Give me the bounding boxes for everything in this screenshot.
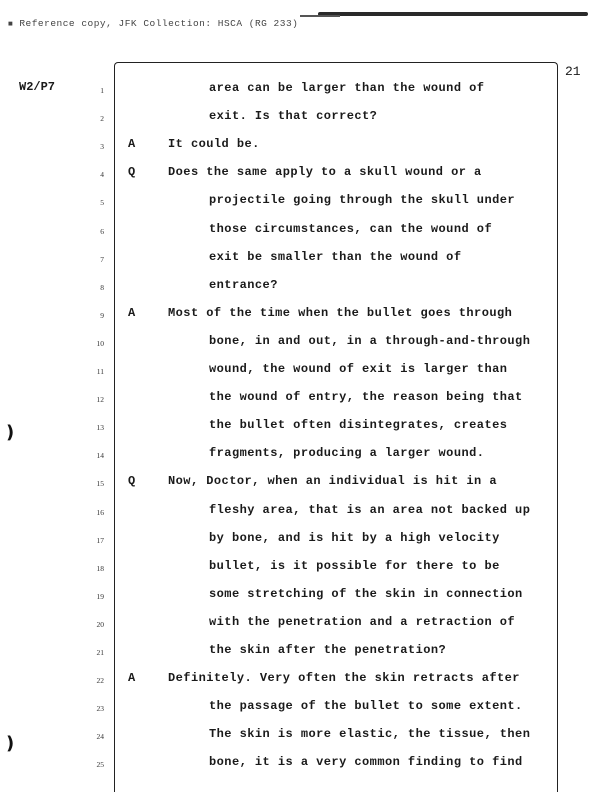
transcript-line xyxy=(0,698,612,726)
transcript-line xyxy=(0,670,612,698)
line-number: 2 xyxy=(100,114,104,124)
line-text: exit be smaller than the wound of xyxy=(209,249,462,264)
line-number: 1 xyxy=(100,86,104,95)
transcript-line xyxy=(0,642,612,670)
line-text: some stretching of the skin in connection xyxy=(209,586,523,601)
transcript-line xyxy=(0,614,612,642)
transcript-line xyxy=(0,445,612,473)
line-number: 18 xyxy=(96,563,104,573)
transcript-line xyxy=(0,164,612,192)
binder-hole-mark-icon: ) xyxy=(6,733,15,754)
line-text: the passage of the bullet to some extent. xyxy=(209,699,523,714)
reference-text: Reference copy, JFK Collection: HSCA (RG 233) xyxy=(19,18,299,29)
line-text: fragments, producing a larger wound. xyxy=(209,446,485,461)
line-text: bone, in and out, in a through-and-through xyxy=(209,333,531,348)
binder-hole-mark-icon: ) xyxy=(6,422,15,443)
line-text: The skin is more elastic, the tissue, then xyxy=(209,727,531,742)
line-number: 13 xyxy=(96,423,104,433)
line-number: 15 xyxy=(96,479,104,489)
transcript-line xyxy=(0,333,612,361)
line-text: by bone, and is hit by a high velocity xyxy=(209,530,500,545)
line-number: 10 xyxy=(96,338,104,348)
transcript-line xyxy=(0,417,612,445)
transcript-line xyxy=(0,80,612,108)
line-number: 9 xyxy=(100,310,104,320)
line-number: 4 xyxy=(100,170,104,180)
speaker-label: A xyxy=(128,671,136,686)
line-number: 25 xyxy=(96,760,104,770)
line-text: Does the same apply to a skull wound or a xyxy=(168,165,482,180)
line-number: 21 xyxy=(96,648,104,657)
transcript-line xyxy=(0,305,612,333)
transcript-line xyxy=(0,249,612,277)
line-number: 3 xyxy=(100,142,104,152)
line-text: exit. Is that correct? xyxy=(209,109,378,124)
line-number: 14 xyxy=(96,451,104,461)
transcript-line xyxy=(0,502,612,530)
transcript-line xyxy=(0,277,612,305)
line-text: those circumstances, can the wound of xyxy=(209,221,493,236)
transcript-line xyxy=(0,361,612,389)
transcript-line xyxy=(0,754,612,782)
line-text: the wound of entry, the reason being that xyxy=(209,390,523,405)
line-number: 12 xyxy=(96,395,104,405)
line-text: bullet, is it possible for there to be xyxy=(209,558,500,573)
line-number: 7 xyxy=(100,254,104,264)
line-number: 17 xyxy=(96,535,104,545)
speaker-label: Q xyxy=(128,474,136,489)
scan-edge-mark xyxy=(318,12,588,16)
transcript-line xyxy=(0,108,612,136)
bullet-icon: ■ xyxy=(8,20,14,29)
line-number: 5 xyxy=(100,198,104,208)
line-number: 23 xyxy=(96,704,104,714)
transcript-line xyxy=(0,221,612,249)
transcript-line xyxy=(0,558,612,586)
line-text: area can be larger than the wound of xyxy=(209,81,485,95)
line-text: projectile going through the skull under xyxy=(209,193,516,208)
line-number: 6 xyxy=(100,226,104,236)
page-number: 21 xyxy=(565,64,581,79)
speaker-label: A xyxy=(128,305,136,320)
line-text: It could be. xyxy=(168,137,260,152)
line-text: bone, it is a very common finding to find xyxy=(209,755,523,770)
line-text: the bullet often disintegrates, creates xyxy=(209,418,508,433)
reference-header xyxy=(8,18,298,29)
line-text: Definitely. Very often the skin retracts after xyxy=(168,671,520,686)
transcript-line xyxy=(0,586,612,614)
line-number: 24 xyxy=(96,732,104,742)
line-text: entrance? xyxy=(209,277,278,292)
line-number: 8 xyxy=(100,282,104,292)
transcript-line xyxy=(0,726,612,754)
line-number: 16 xyxy=(96,507,104,517)
line-number: 19 xyxy=(96,591,104,601)
page-id: W2/P7 xyxy=(19,80,56,94)
transcript-line xyxy=(0,473,612,501)
line-text: fleshy area, that is an area not backed up xyxy=(209,502,531,517)
line-number: 11 xyxy=(96,367,104,376)
speaker-label: A xyxy=(128,137,136,152)
transcript-line xyxy=(0,389,612,417)
transcript-line xyxy=(0,530,612,558)
speaker-label: Q xyxy=(128,165,136,180)
line-text: wound, the wound of exit is larger than xyxy=(209,362,508,376)
transcript-line xyxy=(0,136,612,164)
scan-edge-mark-tail xyxy=(300,15,340,17)
line-number: 20 xyxy=(96,619,104,629)
line-text: with the penetration and a retraction of xyxy=(209,614,516,629)
line-number: 22 xyxy=(96,676,104,686)
line-text: the skin after the penetration? xyxy=(209,643,447,657)
line-text: Most of the time when the bullet goes through xyxy=(168,305,513,320)
line-text: Now, Doctor, when an individual is hit in a xyxy=(168,474,498,489)
transcript-line xyxy=(0,192,612,220)
